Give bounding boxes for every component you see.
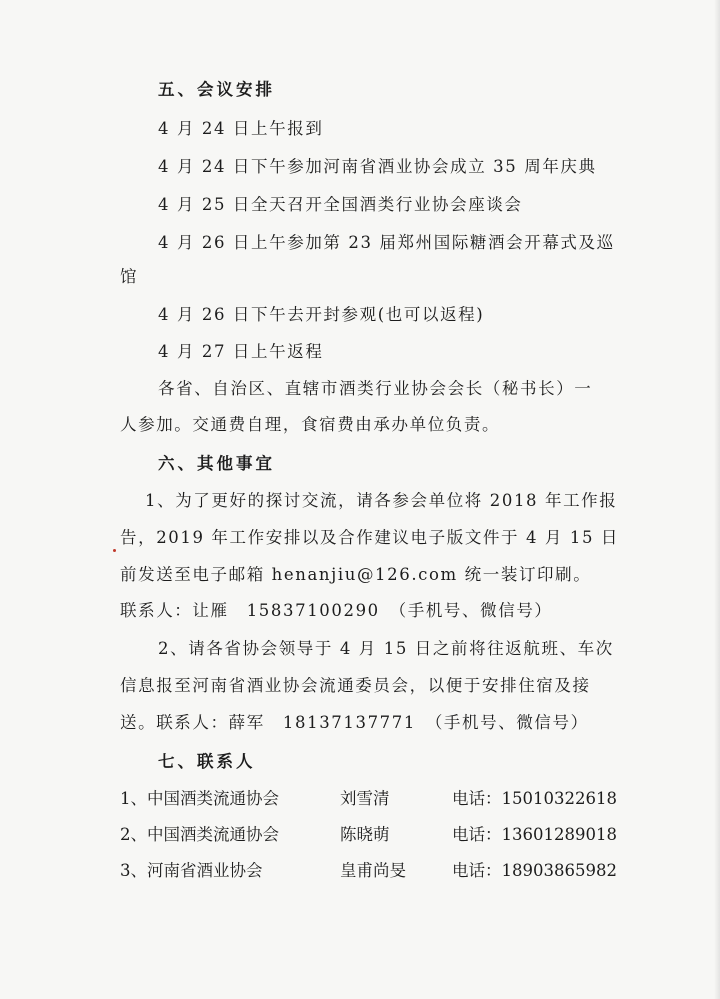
item1-line: 告，2019 年工作安排以及合作建议电子版文件于 4 月 15 日 [120,528,620,547]
contact-phone: 电话：18903865982 [452,861,617,880]
item2-contact-line: 送。联系人：薛军 18137137771 （手机号、微信号） [120,713,589,732]
section-five-title: 五、会议安排 [158,80,275,99]
contact-org: 1、中国酒类流通协会 [120,789,279,808]
contact-org: 3、河南省酒业协会 [120,861,263,880]
item1-line: 1、为了更好的探讨交流，请各参会单位将 2018 年工作报 [145,491,618,510]
item1-email-line: 前发送至电子邮箱 henanjiu@126.com 统一装订印刷。 [120,565,592,584]
schedule-line: 4 月 24 日上午报到 [158,119,324,138]
section-seven-title: 七、联系人 [158,752,256,771]
item1-contact-line: 联系人：让雁 15837100290 （手机号、微信号） [120,601,553,620]
ink-speck [113,549,116,552]
attendance-line: 人参加。交通费自理，食宿费由承办单位负责。 [120,415,501,434]
attendance-line: 各省、自治区、直辖市酒类行业协会会长（秘书长）一 [158,379,593,398]
schedule-line: 4 月 27 日上午返程 [158,342,324,361]
schedule-line-continuation: 馆 [120,267,139,286]
schedule-line: 4 月 24 日下午参加河南省酒业协会成立 35 周年庆典 [158,157,597,176]
contact-name: 陈晓萌 [340,825,390,844]
page-edge-shadow [714,0,720,999]
contact-phone: 电话：15010322618 [452,789,617,808]
schedule-line: 4 月 26 日上午参加第 23 届郑州国际糖酒会开幕式及巡 [158,233,615,252]
item2-line: 2、请各省协会领导于 4 月 15 日之前将往返航班、车次 [158,639,614,658]
contact-org: 2、中国酒类流通协会 [120,825,279,844]
contact-name: 皇甫尚旻 [340,861,406,880]
contact-name: 刘雪清 [340,789,390,808]
schedule-line: 4 月 26 日下午去开封参观(也可以返程) [158,305,485,324]
contact-phone: 电话：13601289018 [452,825,617,844]
schedule-line: 4 月 25 日全天召开全国酒类行业协会座谈会 [158,195,523,214]
item2-line: 信息报至河南省酒业协会流通委员会，以便于安排住宿及接 [120,676,591,695]
section-six-title: 六、其他事宜 [158,454,275,473]
